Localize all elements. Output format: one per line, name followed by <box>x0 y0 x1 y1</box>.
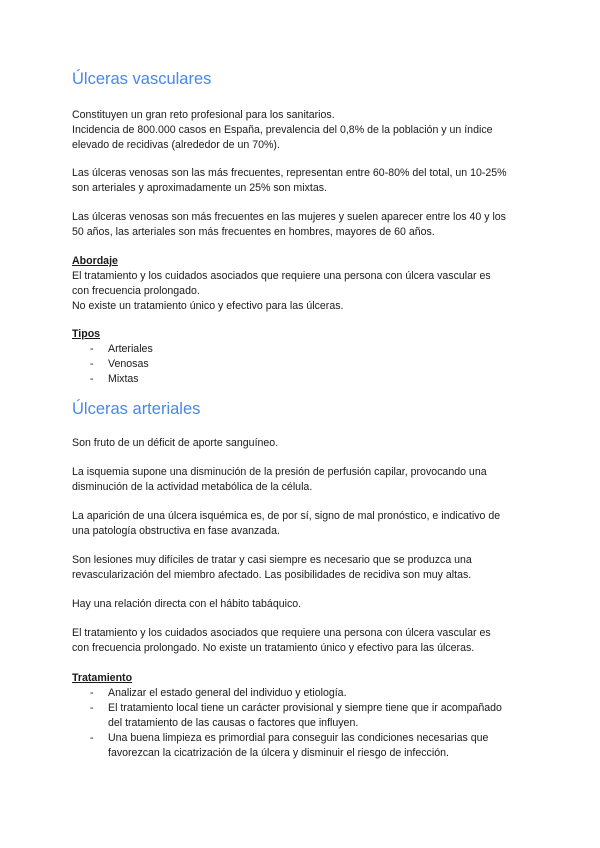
list-tratamiento <box>72 686 502 761</box>
text-line: La isquemia supone una disminución de la presión de perfusión capilar, provocando una <box>72 466 487 478</box>
subheading-tipos: Tipos <box>72 328 101 340</box>
list-item-line: del tratamiento de las causas o factores que influyen. <box>108 717 359 729</box>
text-line: revascularización del miembro afectado. Las posibilidades de recidiva son muy altas. <box>72 569 472 581</box>
paragraph-venosas-frecuentes <box>72 166 532 196</box>
subheading-abordaje: Abordaje <box>72 255 118 267</box>
list-item <box>72 731 502 761</box>
dash-bullet: - <box>90 373 94 385</box>
text-line: No existe un tratamiento único y efectivo para las úlceras. <box>72 300 344 312</box>
text-line: Son lesiones muy difíciles de tratar y casi siempre es necesario que se produzca una <box>72 554 472 566</box>
text-line: La aparición de una úlcera isquémica es, de por sí, signo de mal pronóstico, e indicativo de <box>72 510 501 522</box>
list-item-line: favorezcan la cicatrización de la úlcera y disminuir el riesgo de infección. <box>108 747 449 759</box>
text-line: Son fruto de un déficit de aporte sanguíneo. <box>72 437 279 449</box>
dash-bullet: - <box>90 687 94 699</box>
text-line: Las úlceras venosas son las más frecuentes, representan entre 60-80% del total, un 10-25% <box>72 167 507 179</box>
list-item-line: Una buena limpieza es primordial para conseguir las condiciones necesarias que <box>108 732 489 744</box>
list-item <box>72 686 502 701</box>
text-line: Constituyen un gran reto profesional para los sanitarios. <box>72 109 335 121</box>
text-line: Hay una relación directa con el hábito tabáquico. <box>72 598 302 610</box>
dash-bullet: - <box>90 343 94 355</box>
list-tipos <box>72 342 153 387</box>
paragraph-mujeres-hombres <box>72 210 532 240</box>
text-line: con frecuencia prolongado. <box>72 285 200 297</box>
text-line: son arteriales y aproximadamente un 25% son mixtas. <box>72 182 327 194</box>
paragraph-reto-profesional <box>72 108 532 153</box>
text-line: disminución de la actividad metabólica de la célula. <box>72 481 313 493</box>
paragraph-lesiones-dificiles <box>72 553 532 583</box>
list-item-label: Venosas <box>108 358 149 370</box>
list-item <box>72 357 153 372</box>
paragraph-deficit-aporte <box>72 436 532 451</box>
text-line: El tratamiento y los cuidados asociados que requiere una persona con úlcera vascular es <box>72 270 491 282</box>
list-item-line: El tratamiento local tiene un carácter provisional y siempre tiene que ir acompañado <box>108 702 502 714</box>
paragraph-isquemia <box>72 465 532 495</box>
text-line: con frecuencia prolongado. No existe un tratamiento único y efectivo para las úlceras. <box>72 642 475 654</box>
list-item <box>72 342 153 357</box>
text-line: El tratamiento y los cuidados asociados que requiere una persona con úlcera vascular es <box>72 627 491 639</box>
paragraph-ulcera-isquemica <box>72 509 532 539</box>
text-line: Las úlceras venosas son más frecuentes en las mujeres y suelen aparecer entre los 40 y los <box>72 211 506 223</box>
paragraph-abordaje <box>72 269 532 314</box>
subheading-tratamiento: Tratamiento <box>72 672 133 684</box>
text-line: 50 años, las arteriales son más frecuentes en hombres, mayores de 60 años. <box>72 226 435 238</box>
list-item <box>72 372 153 387</box>
section-title-ulceras-vasculares: Úlceras vasculares <box>72 70 212 88</box>
paragraph-habito-tabaquico <box>72 597 532 612</box>
list-item <box>72 701 502 731</box>
section-title-ulceras-arteriales: Úlceras arteriales <box>72 400 201 418</box>
list-item-line: Analizar el estado general del individuo y etiología. <box>108 687 347 699</box>
list-item-label: Mixtas <box>108 373 139 385</box>
paragraph-tratamiento-prolongado <box>72 626 532 656</box>
dash-bullet: - <box>90 358 94 370</box>
dash-bullet: - <box>90 732 94 744</box>
text-line: Incidencia de 800.000 casos en España, prevalencia del 0,8% de la población y un índice <box>72 124 493 136</box>
dash-bullet: - <box>90 702 94 714</box>
text-line: una patología obstructiva en fase avanzada. <box>72 525 280 537</box>
list-item-label: Arteriales <box>108 343 153 355</box>
text-line: elevado de recidivas (alrededor de un 70%). <box>72 139 280 151</box>
